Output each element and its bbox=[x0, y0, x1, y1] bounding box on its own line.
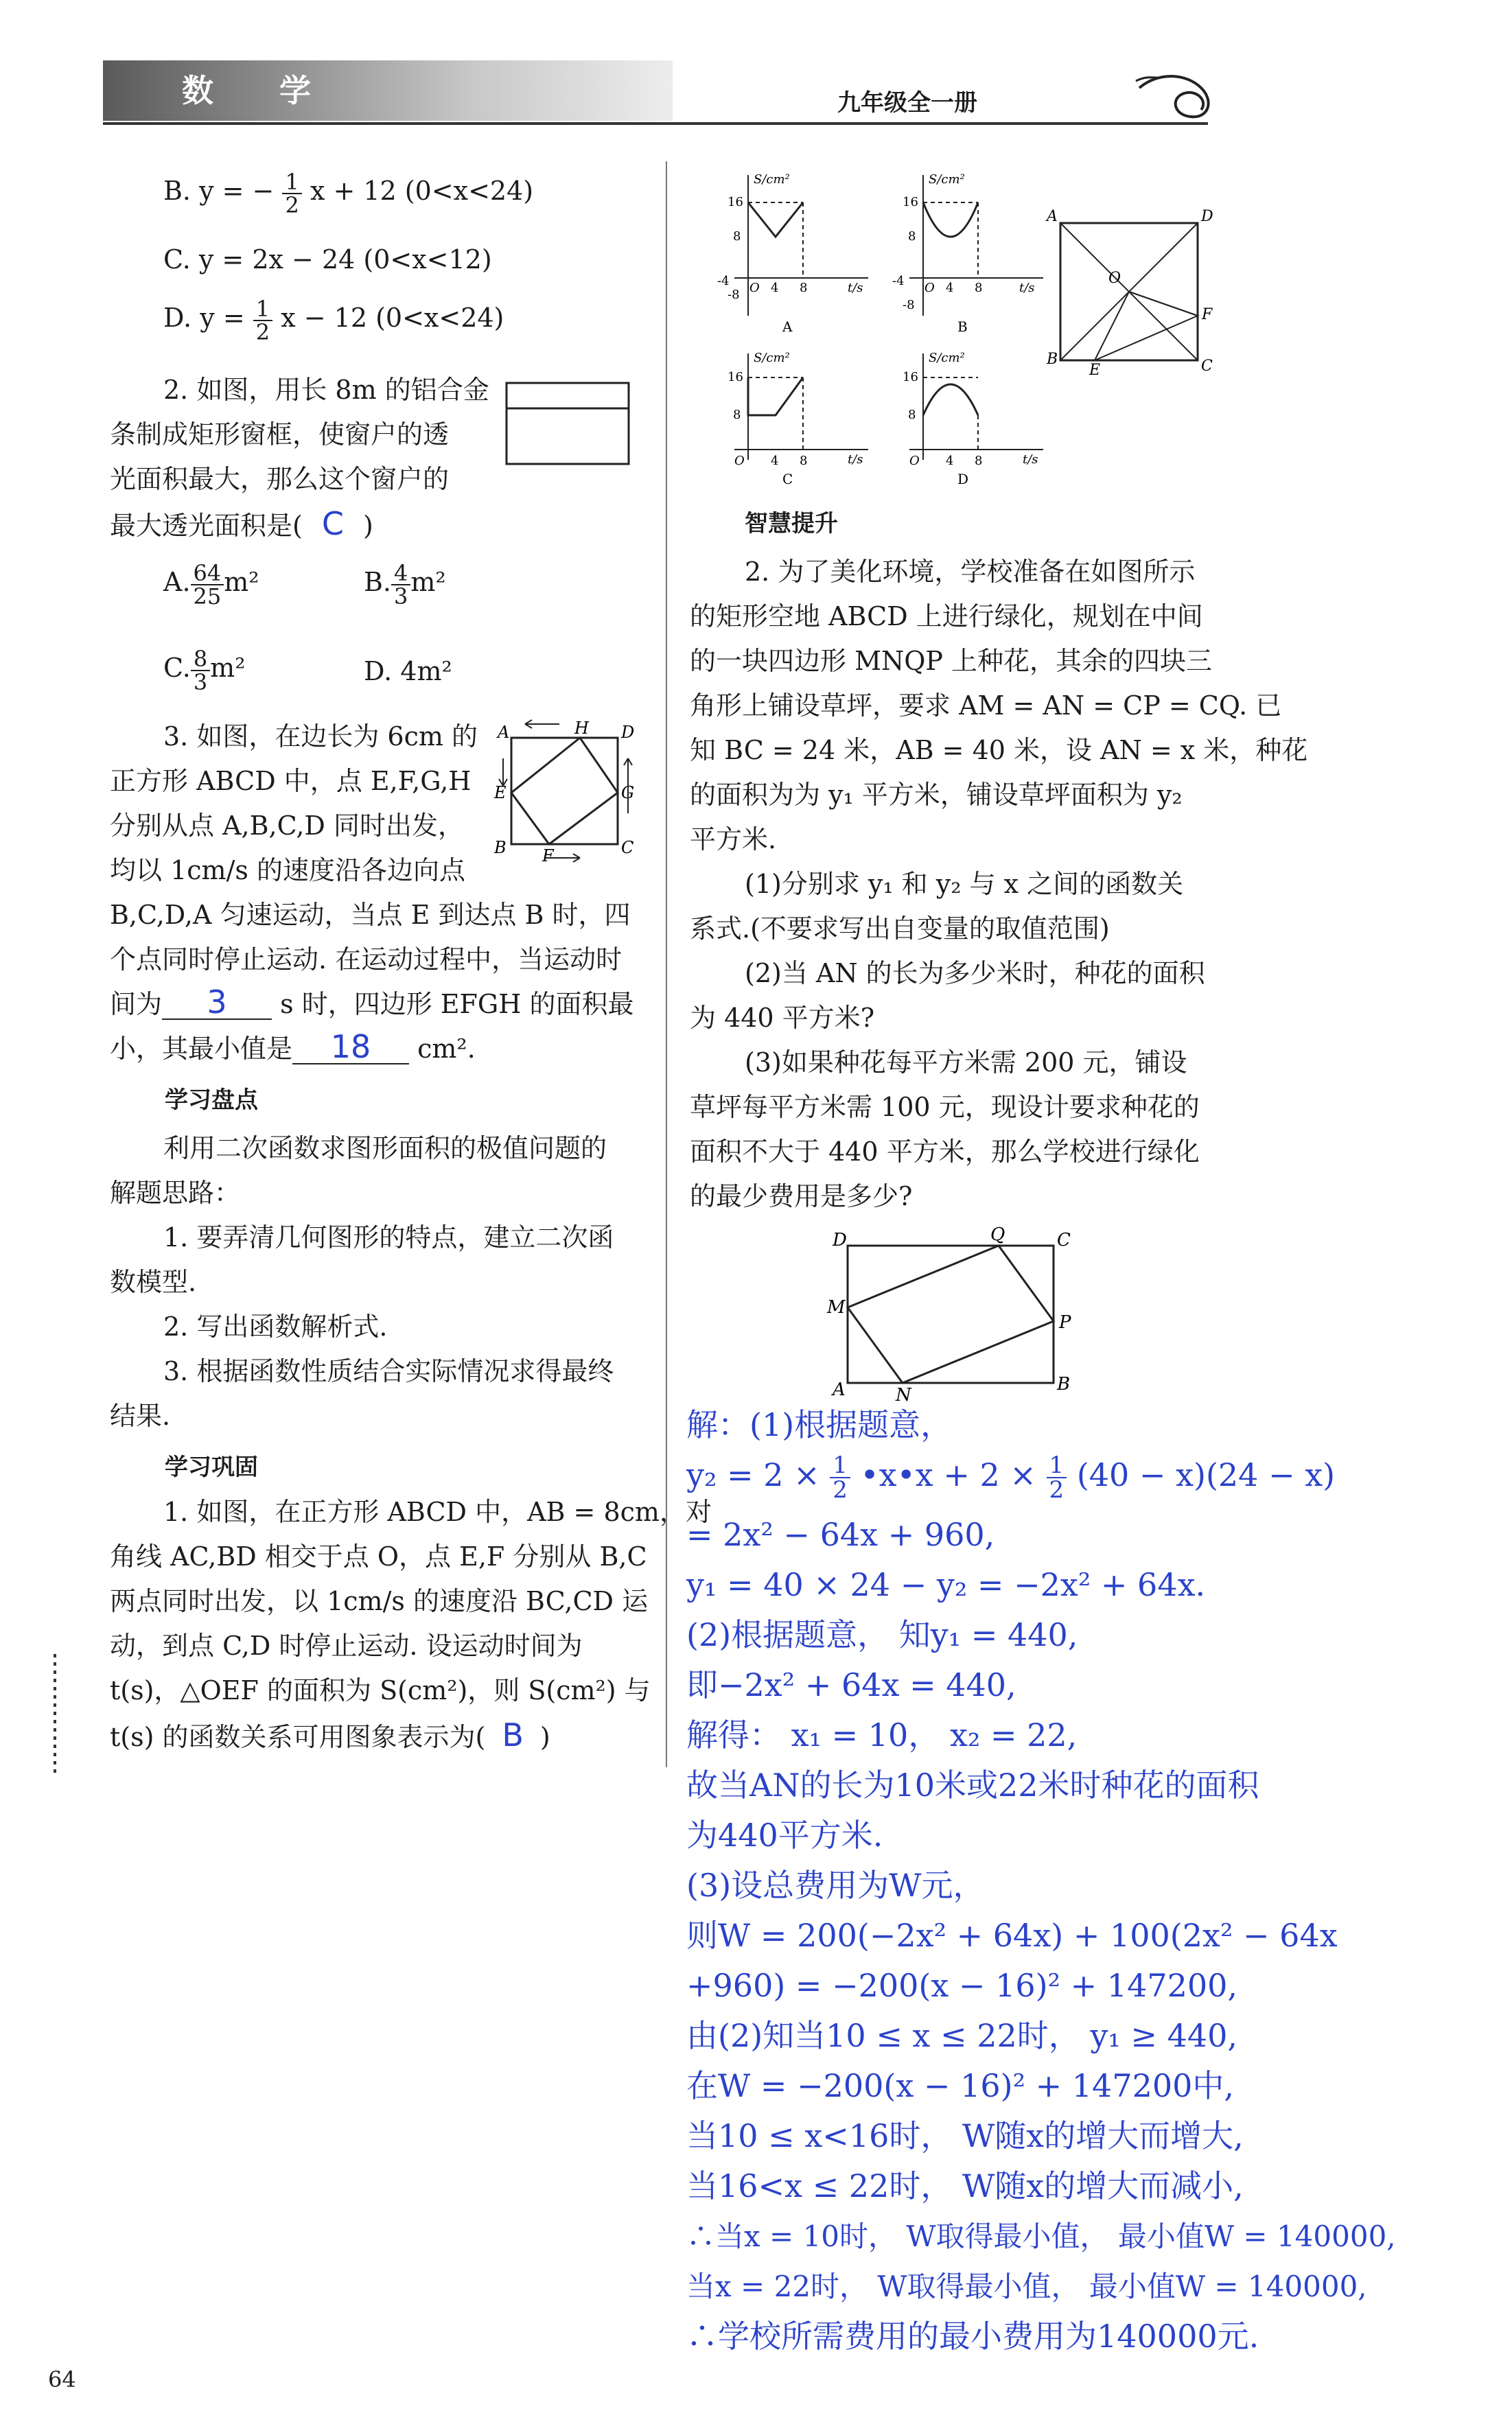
svg-text:A: A bbox=[1047, 208, 1058, 225]
solution-line: y₁ = 40 × 24 − y₂ = −2x² + 64x. bbox=[686, 1566, 1206, 1603]
q3-line: 分别从点 A,B,C,D 同时出发， bbox=[110, 811, 464, 841]
svg-text:8: 8 bbox=[975, 454, 983, 468]
solution-line: 为440平方米. bbox=[686, 1817, 883, 1854]
svg-text:H: H bbox=[574, 719, 589, 738]
svg-text:O: O bbox=[909, 454, 920, 468]
solution-line: ∴学校所需费用的最小费用为140000元. bbox=[686, 2318, 1259, 2355]
study-review-line: 2. 写出函数解析式. bbox=[163, 1312, 388, 1342]
svg-text:8: 8 bbox=[908, 229, 916, 244]
svg-text:4: 4 bbox=[946, 454, 954, 468]
solution-line: = 2x² − 64x + 960, bbox=[686, 1516, 995, 1553]
svg-text:A: A bbox=[498, 723, 510, 742]
svg-text:S/cm²: S/cm² bbox=[754, 172, 790, 187]
q2-line: 光面积最大，那么这个窗户的 bbox=[110, 464, 450, 494]
svg-text:B: B bbox=[1057, 1374, 1071, 1395]
q3-line: B,C,D,A 匀速运动，当点 E 到达点 B 时，四 bbox=[110, 900, 631, 930]
svg-text:D: D bbox=[621, 723, 635, 742]
wisdom-line: 知 BC = 24 米，AB = 40 米，设 AN = x 米，种花 bbox=[690, 735, 1308, 765]
svg-text:16: 16 bbox=[903, 370, 918, 384]
margin-dots bbox=[54, 1654, 56, 1778]
q3-line: 3. 如图，在边长为 6cm 的 bbox=[163, 721, 478, 752]
study-review-line: 数模型. bbox=[110, 1267, 197, 1297]
graph-c bbox=[707, 347, 879, 491]
q2-option-c: C. $\frac{8}{3}$ m² bbox=[163, 645, 246, 695]
solution-line: ∴当x = 10时， W取得最小值， 最小值W = 140000, bbox=[686, 2220, 1396, 2253]
study-review-title: 学习盘点 bbox=[165, 1086, 258, 1114]
graph-a bbox=[707, 168, 879, 340]
svg-text:t/s: t/s bbox=[848, 281, 863, 295]
svg-text:D: D bbox=[1201, 208, 1213, 225]
svg-text:E: E bbox=[1089, 362, 1101, 377]
solution-line: 故当AN的长为10米或22米时种花的面积 bbox=[686, 1767, 1259, 1804]
study-review-line: 解题思路： bbox=[110, 1178, 241, 1208]
svg-text:Q: Q bbox=[990, 1225, 1005, 1245]
svg-text:-8: -8 bbox=[903, 298, 915, 312]
study-review-line: 结果. bbox=[110, 1401, 171, 1431]
svg-text:-4: -4 bbox=[892, 274, 905, 288]
svg-text:-8: -8 bbox=[728, 288, 740, 302]
window-frame-figure bbox=[504, 381, 631, 467]
svg-text:8: 8 bbox=[800, 454, 808, 468]
q1-option-d: D. y = $\frac{1}{2}$ x − 12 (0<x<24) bbox=[163, 295, 504, 345]
q1-option-c: C. y = 2x − 24 (0<x<12) bbox=[163, 244, 492, 275]
svg-text:C: C bbox=[621, 838, 634, 857]
svg-text:8: 8 bbox=[800, 281, 808, 295]
wisdom-line: 平方米. bbox=[690, 824, 777, 854]
solution-line: 解：(1)根据题意， bbox=[686, 1406, 953, 1443]
solution-line: 解得： x₁ = 10， x₂ = 22, bbox=[686, 1716, 1078, 1754]
svg-text:O: O bbox=[924, 281, 935, 295]
consolidation-title: 学习巩固 bbox=[165, 1454, 258, 1481]
q3-line: 小，其最小值是 18 cm². bbox=[110, 1028, 476, 1065]
svg-text:t/s: t/s bbox=[1023, 452, 1038, 467]
svg-text:C: C bbox=[782, 471, 793, 487]
svg-text:16: 16 bbox=[903, 195, 918, 209]
svg-text:S/cm²: S/cm² bbox=[929, 172, 965, 187]
svg-text:O: O bbox=[734, 454, 745, 468]
svg-text:D: D bbox=[957, 471, 969, 487]
wisdom-title: 智慧提升 bbox=[745, 510, 838, 537]
svg-text:B: B bbox=[1047, 351, 1058, 368]
svg-text:8: 8 bbox=[733, 408, 741, 422]
wisdom-line: 草坪每平方米需 100 元，现设计要求种花的 bbox=[690, 1092, 1200, 1122]
solution-line: 则W = 200(−2x² + 64x) + 100(2x² − 64x bbox=[686, 1917, 1338, 1954]
svg-text:8: 8 bbox=[908, 408, 916, 422]
wisdom-line: (3)如果种花每平方米需 200 元，铺设 bbox=[745, 1047, 1187, 1078]
q3-answer-time: 3 bbox=[162, 986, 272, 1020]
svg-text:C: C bbox=[1057, 1230, 1071, 1250]
svg-text:C: C bbox=[1201, 358, 1213, 375]
svg-text:-4: -4 bbox=[717, 274, 730, 288]
svg-text:B: B bbox=[957, 318, 968, 335]
svg-text:A: A bbox=[782, 318, 793, 335]
wisdom-line: 为 440 平方米? bbox=[690, 1003, 875, 1033]
header-subject: 数 学 bbox=[182, 72, 339, 109]
svg-text:F: F bbox=[1202, 306, 1213, 323]
q3-square-figure bbox=[484, 717, 638, 872]
wisdom-line: 的一块四边形 MNQP 上种花，其余的四块三 bbox=[690, 646, 1213, 676]
wisdom-line: 的面积为为 y₁ 平方米，铺设草坪面积为 y₂ bbox=[690, 780, 1183, 810]
svg-text:4: 4 bbox=[771, 454, 779, 468]
svg-text:F: F bbox=[542, 846, 554, 865]
wisdom-line: 的最少费用是多少? bbox=[690, 1181, 913, 1211]
solution-line: 即−2x² + 64x = 440, bbox=[686, 1666, 1016, 1703]
wisdom-line: 2. 为了美化环境，学校准备在如图所示 bbox=[745, 557, 1196, 587]
svg-text:A: A bbox=[833, 1379, 846, 1400]
solution-line: 由(2)知当10 ≤ x ≤ 22时， y₁ ≥ 440, bbox=[686, 2017, 1238, 2054]
svg-text:B: B bbox=[494, 838, 507, 857]
q2-option-d: D. 4m² bbox=[364, 656, 452, 686]
square-oef-figure bbox=[1040, 206, 1218, 377]
svg-text:G: G bbox=[621, 783, 635, 802]
solution-line: (3)设总费用为W元， bbox=[686, 1867, 985, 1904]
svg-text:D: D bbox=[833, 1230, 847, 1250]
q3-line: 个点同时停止运动. 在运动过程中，当运动时 bbox=[110, 944, 623, 975]
consolidation-line: 两点同时出发，以 1cm/s 的速度沿 BC,CD 运 bbox=[110, 1586, 649, 1616]
solution-line: y₂ = 2 × $\frac{1}{2}$ •x•x + 2 × $\frac{1}{2}$ (40 − x)(24 − x) bbox=[686, 1452, 1336, 1504]
svg-text:16: 16 bbox=[728, 195, 743, 209]
solution-line: 在W = −200(x − 16)² + 147200中, bbox=[686, 2067, 1235, 2104]
svg-text:16: 16 bbox=[728, 370, 743, 384]
consolidation-line: t(s) 的函数关系可用图象表示为( B ) bbox=[110, 1716, 550, 1754]
q3-line: 间为 3 s 时，四边形 EFGH 的面积最 bbox=[110, 983, 634, 1021]
wisdom-line: 系式.(不要求写出自变量的取值范围) bbox=[690, 913, 1110, 944]
q2-option-a: A. $\frac{64}{25}$ m² bbox=[163, 559, 259, 609]
solution-line: 当16<x ≤ 22时， W随x的增大而减小, bbox=[686, 2167, 1244, 2204]
svg-text:M: M bbox=[827, 1297, 846, 1318]
q3-line: 正方形 ABCD 中，点 E,F,G,H bbox=[110, 766, 472, 796]
header-grade: 九年级全一册 bbox=[837, 89, 977, 117]
study-review-line: 利用二次函数求图形面积的极值问题的 bbox=[163, 1133, 607, 1163]
svg-text:E: E bbox=[494, 783, 507, 802]
solution-line: 当10 ≤ x<16时， W随x的增大而增大, bbox=[686, 2117, 1244, 2154]
study-review-line: 3. 根据函数性质结合实际情况求得最终 bbox=[163, 1356, 614, 1386]
page-number: 64 bbox=[48, 2366, 76, 2392]
study-review-line: 1. 要弄清几何图形的特点，建立二次函 bbox=[163, 1222, 614, 1253]
consolidation-answer: B bbox=[502, 1716, 524, 1754]
wisdom-line: (2)当 AN 的长为多少米时，种花的面积 bbox=[745, 958, 1205, 988]
svg-text:S/cm²: S/cm² bbox=[929, 351, 965, 365]
mouse-logo-icon bbox=[1132, 67, 1222, 122]
svg-text:O: O bbox=[1108, 270, 1121, 287]
wisdom-line: 的矩形空地 ABCD 上进行绿化，规划在中间 bbox=[690, 601, 1203, 631]
q2-answer: C bbox=[321, 505, 344, 542]
svg-text:P: P bbox=[1059, 1312, 1071, 1333]
svg-text:O: O bbox=[749, 281, 760, 295]
svg-text:8: 8 bbox=[733, 229, 741, 244]
wisdom-line: 角形上铺设草坪，要求 AM = AN = CP = CQ. 已 bbox=[690, 690, 1282, 721]
solution-line: 当x = 22时， W取得最小值， 最小值W = 140000, bbox=[686, 2270, 1367, 2303]
q2-line: 2. 如图，用长 8m 的铝合金 bbox=[163, 375, 489, 405]
q2-option-b: B. $\frac{4}{3}$ m² bbox=[364, 559, 446, 609]
q3-answer-area: 18 bbox=[292, 1030, 409, 1064]
svg-text:t/s: t/s bbox=[848, 452, 863, 467]
header-rule bbox=[103, 122, 1208, 125]
consolidation-line: 1. 如图，在正方形 ABCD 中，AB = 8cm，对 bbox=[163, 1497, 712, 1527]
q1-option-b: B. y = − $\frac{1}{2}$ x + 12 (0<x<24) bbox=[163, 168, 534, 218]
q2-line: 最大透光面积是( C ) bbox=[110, 505, 373, 542]
svg-text:N: N bbox=[896, 1385, 911, 1404]
svg-text:t/s: t/s bbox=[1019, 281, 1035, 295]
svg-text:8: 8 bbox=[975, 281, 983, 295]
consolidation-line: 动，到点 C,D 时停止运动. 设运动时间为 bbox=[110, 1631, 583, 1661]
wisdom-line: 面积不大于 440 平方米，那么学校进行绿化 bbox=[690, 1137, 1200, 1167]
solution-line: +960) = −200(x − 16)² + 147200, bbox=[686, 1967, 1238, 2004]
consolidation-line: t(s)，△OEF 的面积为 S(cm²)，则 S(cm²) 与 bbox=[110, 1675, 651, 1705]
consolidation-line: 角线 AC,BD 相交于点 O，点 E,F 分别从 B,C bbox=[110, 1541, 647, 1572]
svg-text:4: 4 bbox=[946, 281, 954, 295]
graph-b bbox=[882, 168, 1054, 340]
svg-text:4: 4 bbox=[771, 281, 779, 295]
svg-text:S/cm²: S/cm² bbox=[754, 351, 790, 365]
graph-d bbox=[882, 347, 1054, 491]
rectangle-mnqp-figure bbox=[820, 1225, 1088, 1404]
q2-line: 条制成矩形窗框，使窗户的透 bbox=[110, 419, 450, 450]
q3-line: 均以 1cm/s 的速度沿各边向点 bbox=[110, 855, 465, 885]
solution-line: (2)根据题意， 知y₁ = 440, bbox=[686, 1616, 1078, 1653]
wisdom-line: (1)分别求 y₁ 和 y₂ 与 x 之间的函数关 bbox=[745, 869, 1184, 899]
